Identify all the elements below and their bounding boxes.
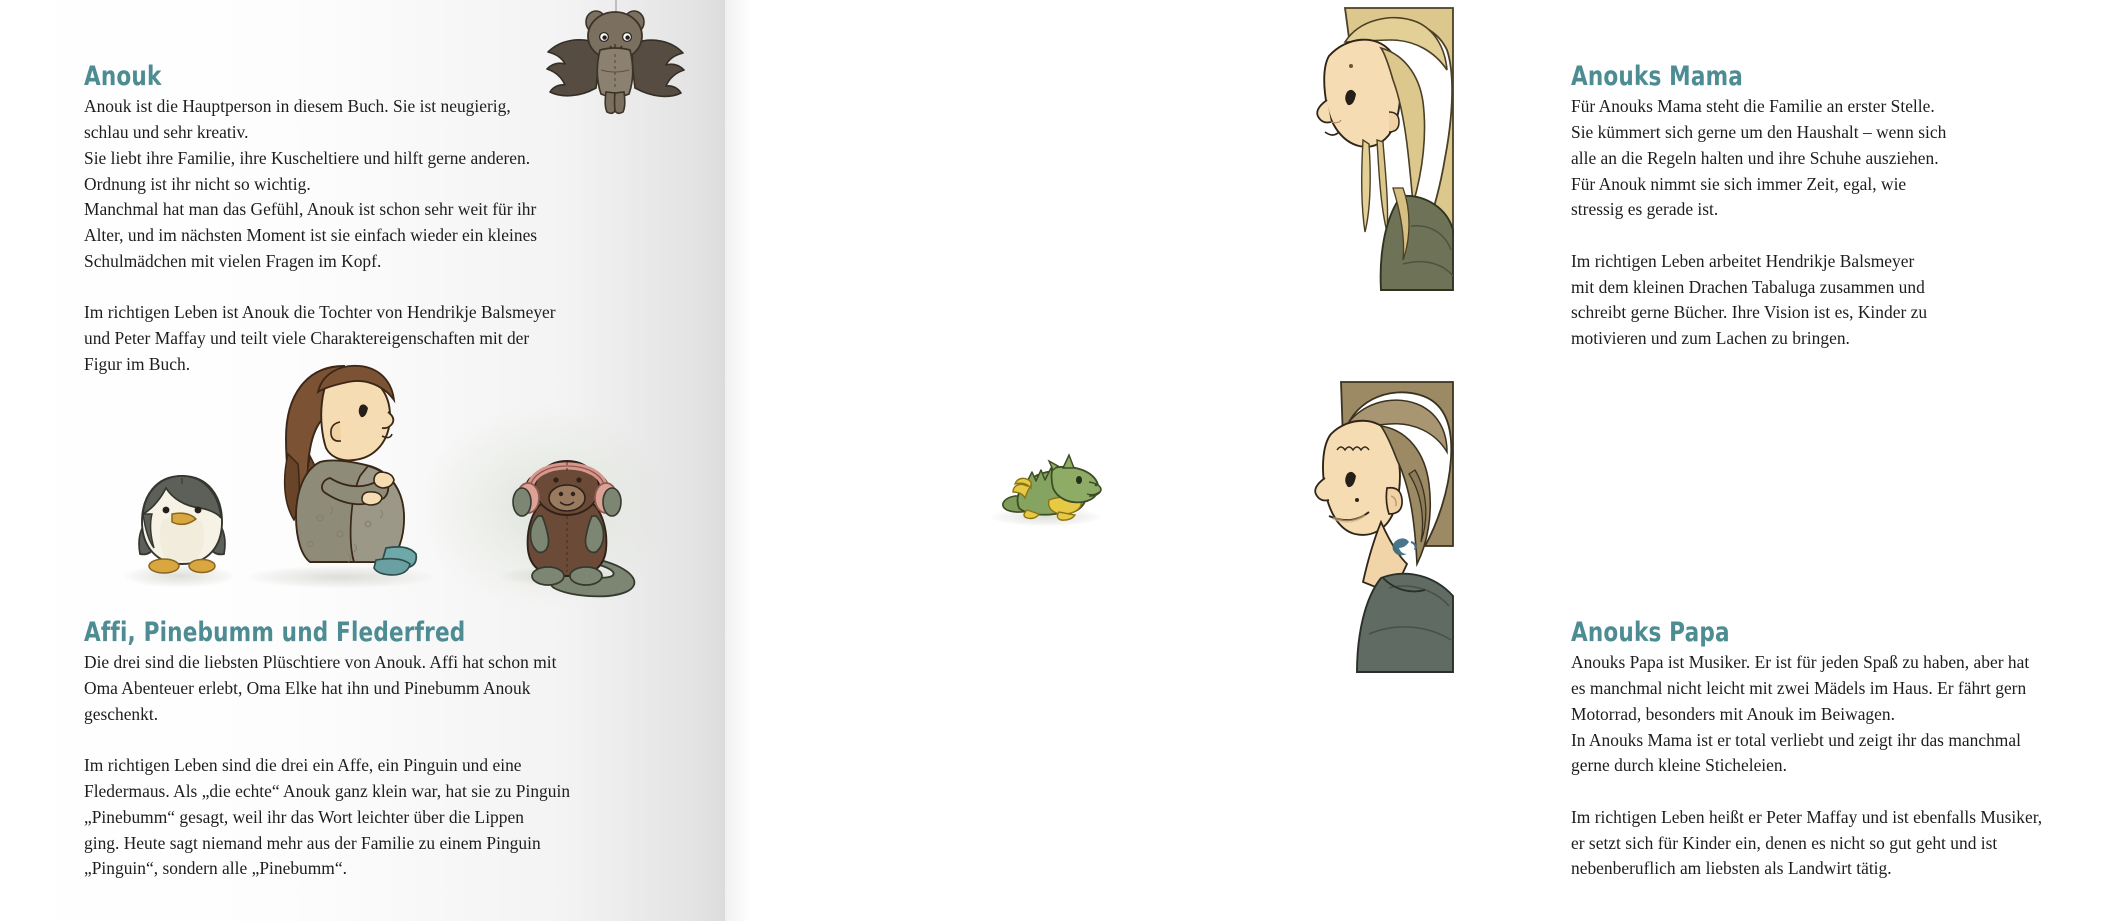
monkey-shadow [500, 566, 625, 586]
text-line: Im richtigen Leben arbeitet Hendrikje Balsmeyer [1571, 250, 1915, 271]
left-section-anouk [84, 62, 644, 378]
heading-affi-pinebumm-flederfred: Affi, Pinebumm und Flederfred [84, 617, 466, 648]
penguin-shadow [124, 565, 234, 587]
text-line: geschenkt. [84, 703, 159, 724]
left-section-plueschtiere [84, 618, 644, 882]
text-line: Schulmädchen mit vielen Fragen im Kopf. [84, 251, 382, 272]
mother-portrait-illustration [1285, 8, 1455, 290]
text-line: Motorrad, besonders mit Anouk im Beiwagen. [1571, 703, 1895, 724]
text-line: Für Anouk nimmt sie sich immer Zeit, egal, wie [1571, 173, 1907, 194]
text-line: Ordnung ist ihr nicht so wichtig. [84, 173, 311, 194]
paragraph-papa-2 [1571, 805, 2111, 882]
text-line: Für Anouks Mama steht die Familie an erster Stelle. [1571, 96, 1935, 117]
text-line: schreibt gerne Bücher. Ihre Vision ist es, Kinder zu [1571, 302, 1928, 323]
paragraph-anouk-2 [84, 300, 644, 377]
right-page [725, 0, 2043, 921]
text-line: Anouk ist die Hauptperson in diesem Buch. Sie ist neugierig, [84, 96, 511, 117]
paragraph-plueschtiere-1 [84, 650, 644, 727]
text-line: er setzt sich für Kinder ein, denen es nicht so gut geht und ist [1571, 832, 1998, 853]
right-section-mama [1571, 62, 2111, 352]
right-section-papa [1571, 618, 2111, 882]
text-line: motivieren und zum Lachen zu bringen. [1571, 328, 1850, 349]
paragraph-papa-1 [1571, 650, 2111, 779]
text-line: „Pinebumm“ gesagt, weil ihr das Wort leichter über die Lippen [84, 806, 524, 827]
dragon-shadow [991, 508, 1101, 526]
text-line: Fledermaus. Als „die echte“ Anouk ganz klein war, hat sie zu Pinguin [84, 780, 571, 801]
text-line: Oma Abenteuer erlebt, Oma Elke hat ihn und Pinebumm Anouk [84, 678, 531, 699]
text-line: und Peter Maffay und teilt viele Charaktereigenschaften mit der [84, 328, 530, 349]
text-line: Figur im Buch. [84, 353, 191, 374]
text-line: stressig es gerade ist. [1571, 199, 1719, 220]
text-line: Anouks Papa ist Musiker. Er ist für jeden Spaß zu haben, aber hat [1571, 652, 2030, 673]
text-line: Manchmal hat man das Gefühl, Anouk ist schon sehr weit für ihr [84, 199, 537, 220]
left-page [0, 0, 725, 921]
text-line: ging. Heute sagt niemand mehr aus der Familie zu einem Pinguin [84, 832, 541, 853]
girl-sitting-illustration [248, 358, 448, 580]
text-line: mit dem kleinen Drachen Tabaluga zusammen und [1571, 276, 1925, 297]
text-line: Sie liebt ihre Familie, ihre Kuscheltiere und hilft gerne anderen. [84, 147, 531, 168]
text-line: schlau und sehr kreativ. [84, 122, 249, 143]
text-line: In Anouks Mama ist er total verliebt und zeigt ihr das manchmal [1571, 729, 2021, 750]
heading-anouk: Anouk [84, 61, 162, 92]
girl-shadow [248, 566, 433, 588]
text-line: Die drei sind die liebsten Plüschtiere von Anouk. Affi hat schon mit [84, 652, 557, 673]
text-line: alle an die Regeln halten und ihre Schuhe ausziehen. [1571, 147, 1939, 168]
text-line: Sie kümmert sich gerne um den Haushalt – wenn sich [1571, 122, 1947, 143]
paragraph-anouk-1 [84, 94, 644, 275]
text-line: „Pinguin“, sondern alle „Pinebumm“. [84, 858, 347, 879]
paragraph-mama-2 [1571, 249, 2111, 352]
text-line: gerne durch kleine Sticheleien. [1571, 755, 1787, 776]
heading-anouks-mama: Anouks Mama [1571, 61, 1743, 92]
text-line: Im richtigen Leben ist Anouk die Tochter von Hendrikje Balsmeyer [84, 302, 556, 323]
paragraph-plueschtiere-2 [84, 753, 644, 882]
heading-anouks-papa: Anouks Papa [1571, 617, 1730, 648]
text-line: Alter, und im nächsten Moment ist sie einfach wieder ein kleines [84, 225, 538, 246]
text-line: Im richtigen Leben sind die drei ein Affe, ein Pinguin und eine [84, 755, 522, 776]
text-line: Im richtigen Leben heißt er Peter Maffay und ist ebenfalls Musiker, [1571, 806, 2043, 827]
paragraph-mama-1 [1571, 94, 2111, 223]
text-line: nebenberuflich am liebsten als Landwirt tätig. [1571, 858, 1892, 879]
text-line: es manchmal nicht leicht mit zwei Mädels im Haus. Er fährt gern [1571, 678, 2027, 699]
father-portrait-illustration [1285, 382, 1455, 672]
penguin-plush-illustration [126, 468, 238, 578]
